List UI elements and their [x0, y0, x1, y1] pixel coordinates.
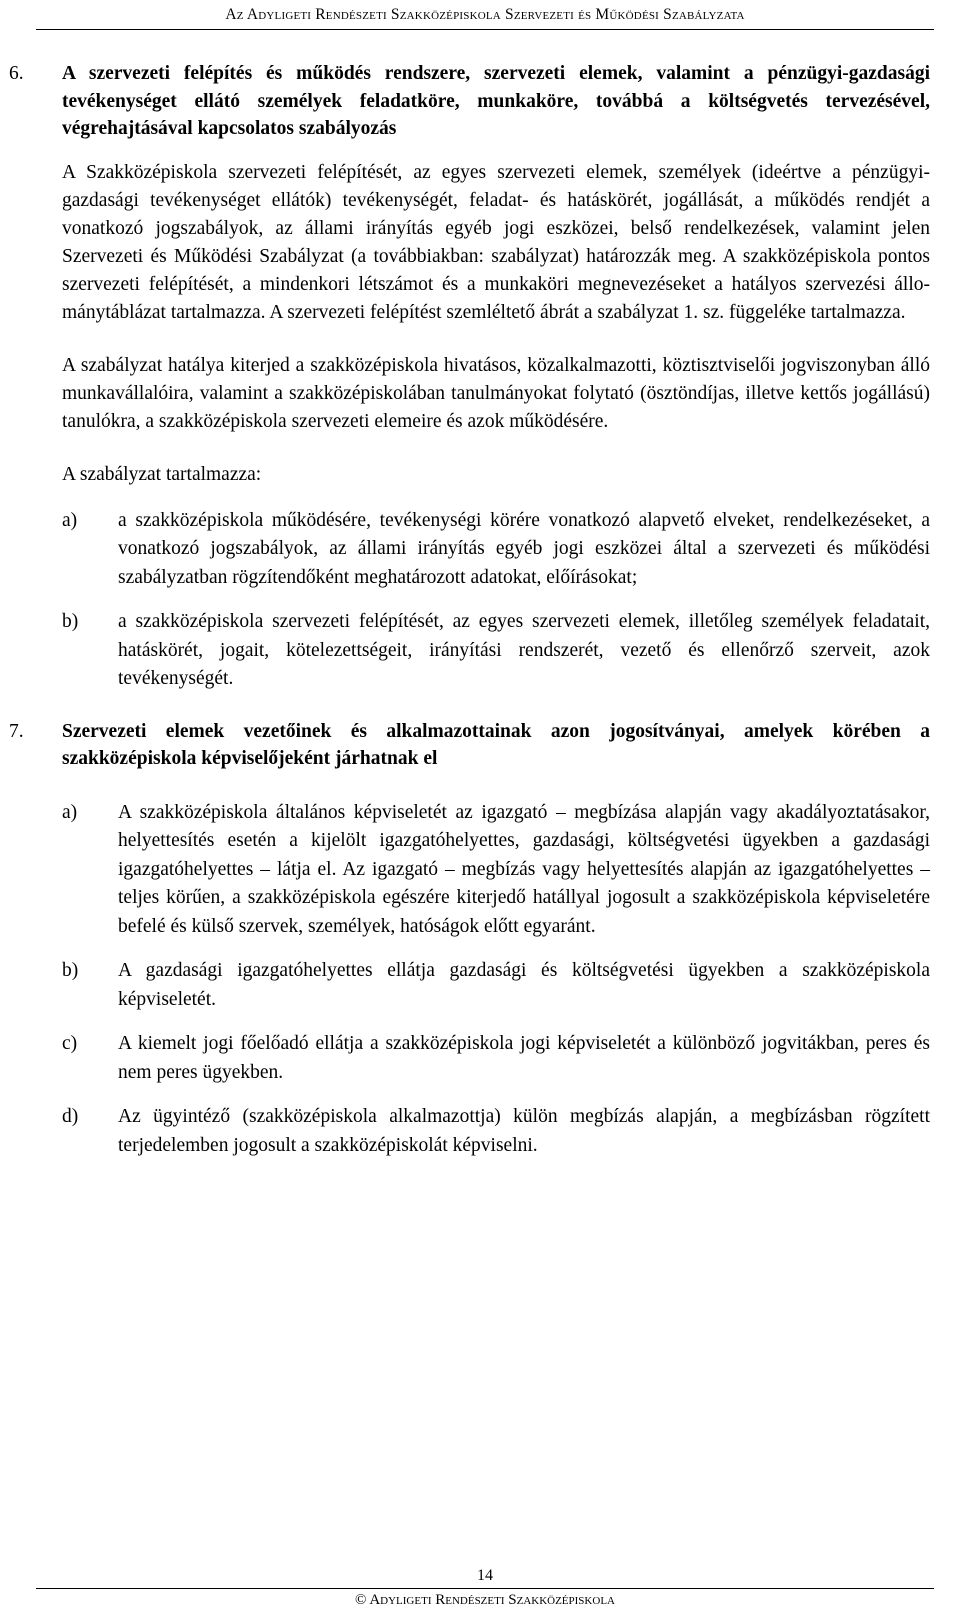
list-item [62, 608, 930, 694]
list-text: a szakközépiskola szervezeti felépítését, az egyes szervezeti elemek, illetőleg személyek feladatait, hatáskörét, jogait, kötelezettségeit, irányítási rendszerét, vezető és ellenőrző szerveit, azok tevékenységét. [118, 611, 930, 689]
page-footer [36, 1566, 934, 1611]
list-text: A gazdasági igazgatóhelyettes ellátja gazdasági és költségvetési ügyekben a szakközépiskola képviseletét. [118, 960, 930, 1010]
list-text: Az ügyintéző (szakközépiskola alkalmazottja) külön megbízás alapján, a megbízásban rögzített terjedelemben jogosult a szakközépiskolát képviselni. [118, 1106, 930, 1156]
list-letter: d) [62, 1106, 79, 1127]
list-item [62, 957, 930, 1014]
document-title: Az Adyligeti Rendészeti Szakközépiskola Szervezeti és Működési Szabályzata [225, 6, 745, 23]
list-letter: b) [62, 960, 79, 981]
paragraph: A szabályzat tartalmazza: [62, 463, 262, 485]
section-7 [9, 718, 930, 1161]
paragraph: A Szakközépiskola szervezeti felépítését, az egyes szervezeti elemek, személyek (ideértve a pénzügyi-gazdasági tevékenységet ellátók) tevékenységét, feladat- és hatáskörét, jogállását, a működés rendjét a vonatkozó jogszabályok, az állami irányítás egyéb jogi eszközei, belső rendelkezések, valamint jelen Szervezeti és Működési Szabályzat (a továbbiakban: szabályzat) határozzák meg. A szakközépiskola pontos szervezeti felépítését, a mindenkori létszámot és a munkaköri megnevezéseket a hatályos szervezési állománytáblázat tartalmazza. A szervezeti felépítést szemléltető ábrát a szabályzat 1. sz. függeléke tartalmazza. [62, 161, 930, 323]
page-number: 14 [36, 1566, 934, 1589]
section-number: 7. [9, 720, 24, 742]
list-letter: a) [62, 801, 78, 823]
list-item [62, 799, 930, 942]
list-letter: c) [62, 1033, 78, 1054]
footer-copyright: © Adyligeti Rendészeti Szakközépiskola [355, 1592, 615, 1608]
list-text: a szakközépiskola működésére, tevékenységi körére vonatkozó alapvető elveket, rendelkezéseket, a vonatkozó jogszabályok, az állami irányítás egyéb jogi eszközei által a szervezeti és működési szabályzatban rögzítendőként meghatározott adatokat, előírásokat; [118, 509, 930, 588]
section-title: Szervezeti elemek vezetőinek és alkalmazottainak azon jogosítványai, amelyek körében a szakközépiskola képviselőjeként járhatnak el [62, 720, 930, 769]
paragraph: A szabályzat hatálya kiterjed a szakközépiskola hivatásos, közalkalmazotti, köztisztviselői jogviszonyban álló munkavállalóira, valamint a szakközépiskolában tanulmányokat folytató (ösztöndíjas, illetve kettős jogállású) tanulókra, a szakközépiskola szervezeti elemeire és azok működésére. [62, 354, 930, 432]
section-title: A szervezeti felépítés és működés rendszere, szervezeti elemek, valamint a pénzügyi-gazdasági tevékenységet ellátó személyek feladatköre, munkaköre, továbbá a költségvetés tervezésével, végrehajtásával kapcsolatos szabályozás [62, 63, 930, 139]
section-number: 6. [9, 63, 24, 84]
list-item [62, 1103, 930, 1160]
list-item [62, 1030, 930, 1087]
page-content [0, 60, 960, 1176]
section-6 [9, 60, 930, 694]
list-text: A kiemelt jogi főelőadó ellátja a szakközépiskola jogi képviseletét a különböző jogvitákban, peres és nem peres ügyekben. [118, 1033, 930, 1083]
list-text: A szakközépiskola általános képviseletét az igazgató – megbízása alapján vagy akadályoztatásakor, helyettesítés esetén a kijelölt igazgatóhelyettes, gazdasági, költségvetési ügyekben a gazdasági igazgatóhelyettes – látja el. Az igazgató – megbízás vagy helyettesítés alapján az igazgatóhelyettes – teljes körűen, a szakközépiskola egészére kiterjedő hatállyal jogosult a szakközépiskola képviseletére befelé és külső szervek, személyek, hatóságok előtt egyaránt. [118, 801, 930, 937]
list-letter: a) [62, 509, 78, 531]
list-item [62, 507, 930, 593]
page-header [36, 6, 934, 30]
list-letter: b) [62, 611, 79, 632]
